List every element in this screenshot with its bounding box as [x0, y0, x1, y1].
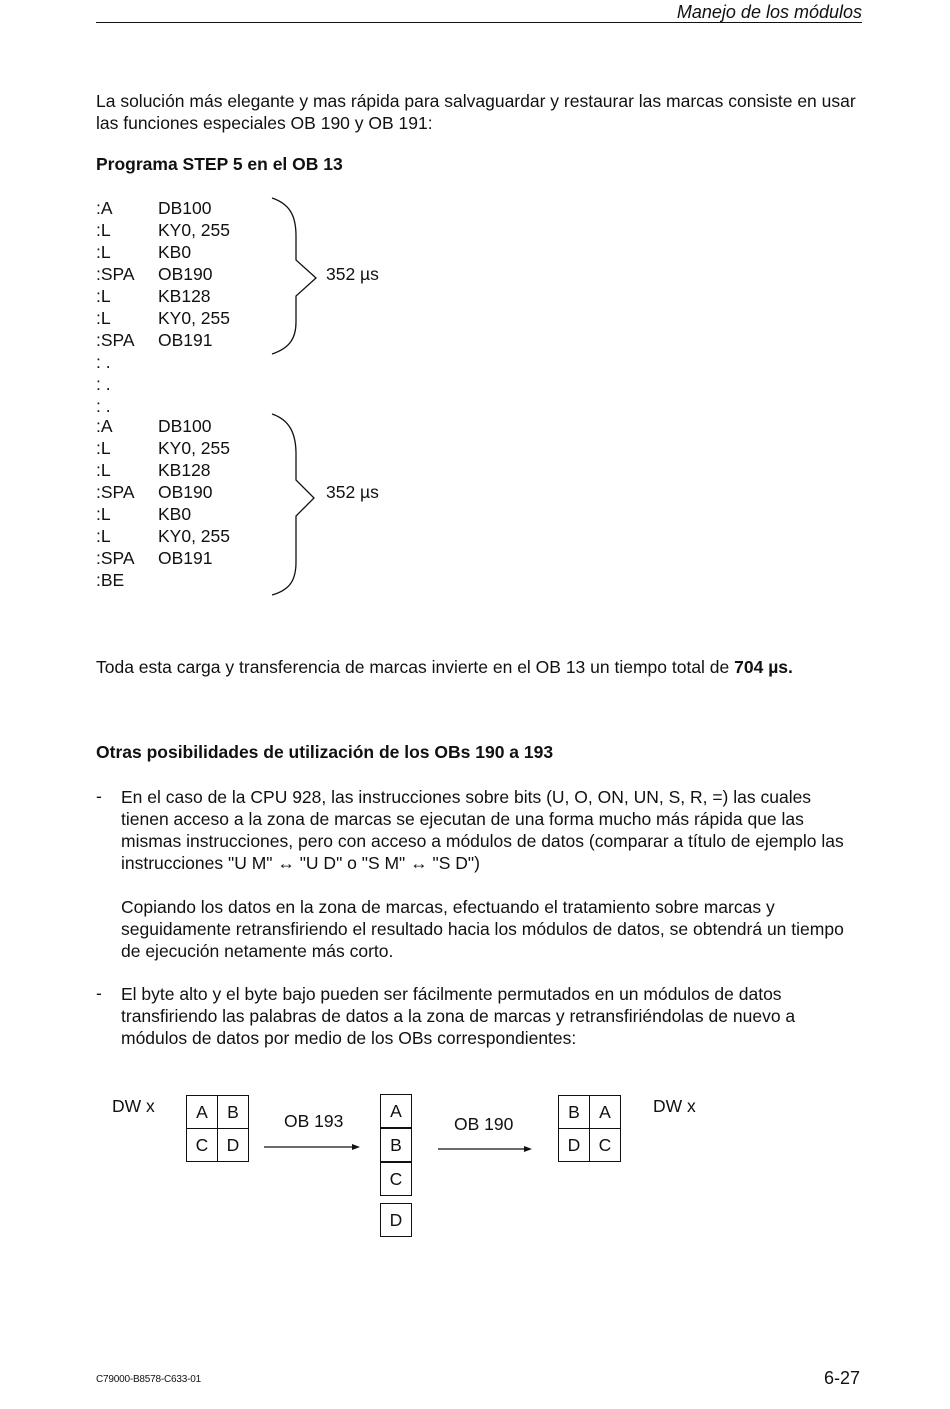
code-op: :SPA: [96, 482, 135, 502]
header-rule: [96, 22, 862, 23]
code-op: :SPA: [96, 264, 135, 284]
bullet-paragraph: En el caso de la CPU 928, las instrucciones sobre bits (U, O, ON, UN, S, R, =) las cuales tienen acceso a la zona de marcas se ejecutan de una forma mucho más rápida que las mismas instrucciones, pero con acceso a módulos de datos (comparar a título de ejemplo las instrucciones "U M" ↔ "U D" o "S M" ↔ "S D"): [121, 787, 844, 873]
other-heading: Otras posibilidades de utilización de los OBs 190 a 193: [96, 742, 554, 762]
code-op: :L: [96, 242, 111, 262]
code-arg: KY0, 255: [158, 308, 230, 328]
code-op: :L: [96, 286, 111, 306]
code-arg: KB128: [158, 460, 211, 480]
ellipsis-line: : .: [96, 352, 111, 372]
code-arg: OB190: [158, 264, 213, 284]
middle-cell: B: [380, 1128, 412, 1162]
left-cell: A: [186, 1095, 218, 1129]
code-arg: OB190: [158, 482, 213, 502]
code-arg: KY0, 255: [158, 438, 230, 458]
right-cell: B: [558, 1095, 590, 1129]
code-op: :L: [96, 526, 111, 546]
code-op: :L: [96, 504, 111, 524]
code-op: :SPA: [96, 330, 135, 350]
summary-paragraph: [96, 656, 856, 678]
middle-cell: C: [380, 1162, 412, 1196]
arrow-right-icon: [262, 1142, 362, 1152]
code-op: :L: [96, 460, 111, 480]
bullet-paragraph: El byte alto y el byte bajo pueden ser fácilmente permutados en un módulos de datos transfiriendo las palabras de datos a la zona de marcas y retransfiriéndolas de nuevo a módulos de datos por medio de los OBs correspondientes:: [121, 984, 796, 1048]
right-cell: D: [558, 1128, 590, 1162]
timing-label: 352 µs: [326, 264, 379, 284]
bullet-dash: -: [96, 786, 102, 806]
code-op: :L: [96, 308, 111, 328]
page-number: 6-27: [823, 1368, 860, 1388]
summary-total: 704: [734, 657, 764, 677]
middle-cell: A: [380, 1094, 412, 1128]
code-op: :L: [96, 220, 111, 240]
code-op: :BE: [96, 570, 125, 590]
code-op: :A: [96, 416, 113, 436]
code-op: :A: [96, 198, 113, 218]
summary-text: Toda esta carga y transferencia de marcas invierte en el OB 13 un tiempo total de: [96, 657, 735, 677]
summary-unit: µs.: [763, 657, 793, 677]
intro-paragraph: La solución más elegante y mas rápida para salvaguardar y restaurar las marcas consiste en usar las funciones especiales OB 190 y OB 191:: [96, 91, 856, 133]
header-title: Manejo de los módulos: [676, 2, 862, 22]
left-cell: D: [217, 1128, 249, 1162]
program-heading: Programa STEP 5 en el OB 13: [96, 154, 343, 174]
bullet-dash: -: [96, 983, 102, 1003]
brace-2: [268, 412, 318, 597]
code-op: :SPA: [96, 548, 135, 568]
code-arg: KB128: [158, 286, 211, 306]
ellipsis-line: : .: [96, 374, 111, 394]
code-op: :L: [96, 438, 111, 458]
code-arg: OB191: [158, 330, 213, 350]
arrow-label: OB 190: [454, 1114, 514, 1134]
code-arg: KB0: [158, 504, 192, 524]
left-cell: B: [217, 1095, 249, 1129]
right-cell: A: [589, 1095, 621, 1129]
brace-1: [268, 196, 318, 356]
code-arg: KY0, 255: [158, 526, 230, 546]
arrow-right-icon: [436, 1144, 534, 1154]
code-arg: KB0: [158, 242, 192, 262]
ellipsis-line: : .: [96, 396, 111, 416]
code-arg: DB100: [158, 198, 212, 218]
dw-label-right: DW x: [653, 1096, 696, 1116]
right-cell: C: [589, 1128, 621, 1162]
middle-cell: D: [380, 1203, 412, 1237]
code-arg: OB191: [158, 548, 213, 568]
arrow-label: OB 193: [284, 1111, 344, 1131]
dw-label-left: DW x: [112, 1096, 155, 1116]
timing-label: 352 µs: [326, 482, 379, 502]
code-arg: DB100: [158, 416, 212, 436]
document-code: C79000-B8578-C633-01: [96, 1374, 201, 1385]
left-cell: C: [186, 1128, 218, 1162]
code-arg: KY0, 255: [158, 220, 230, 240]
bullet-followup-paragraph: Copiando los datos en la zona de marcas, efectuando el tratamiento sobre marcas y seguidamente retransfiriendo el resultado hacia los módulos de datos, se obtendrá un tiempo de ejecución netamente más corto.: [121, 897, 844, 961]
